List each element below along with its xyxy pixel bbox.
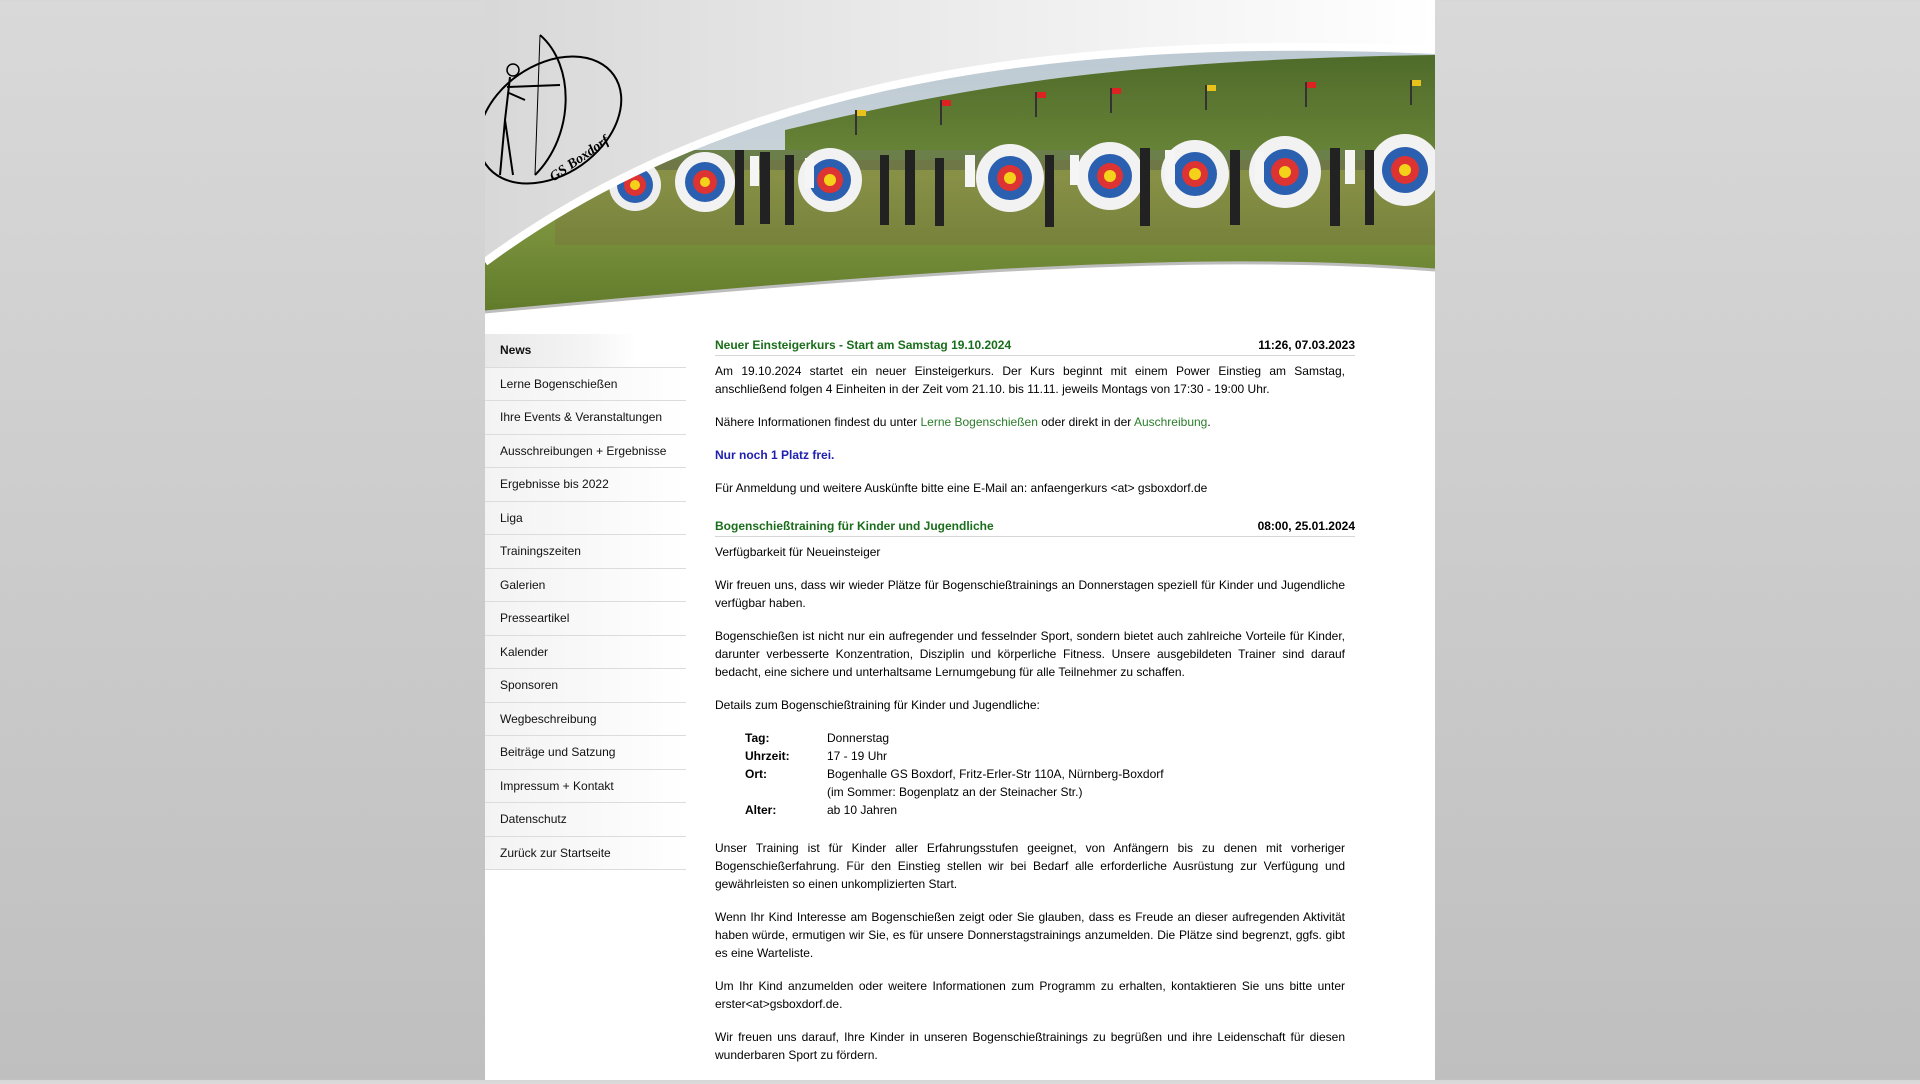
details-row xyxy=(743,729,1199,747)
news-paragraph: Um Ihr Kind anzumelden oder weitere Informationen zum Programm zu erhalten, kontaktieren Sie uns bitte unter erster<at>gsboxdorf.de. xyxy=(715,979,1345,1011)
details-key: Ort: xyxy=(745,767,767,781)
details-value: Donnerstag xyxy=(827,731,890,745)
sidebar-item-trainingszeiten[interactable]: Trainingszeiten xyxy=(485,535,686,569)
news-paragraph: Unser Training ist für Kinder aller Erfahrungsstufen geeignet, von Anfängern bis zu denen mit vorheriger Bogenschießerfahrung. Für den Einstieg stellen wir bei Bedarf alle erforderliche Ausrüstung zur Verfügung und gewährleisten so einen unkomplizierten Start. xyxy=(715,841,1345,891)
sidebar-item-galerien[interactable]: Galerien xyxy=(485,569,686,603)
sidebar-item-news[interactable]: News xyxy=(485,334,686,368)
sidebar-item-beitraege[interactable]: Beiträge und Satzung xyxy=(485,736,686,770)
news-notice: Nur noch 1 Platz frei. xyxy=(715,448,835,462)
sidebar-item-wegbeschreibung[interactable]: Wegbeschreibung xyxy=(485,703,686,737)
news-paragraph: Wir freuen uns, dass wir wieder Plätze für Bogenschießtrainings an Donnerstagen speziell für Kinder und Jugendliche verfügbar haben. xyxy=(715,578,1345,610)
sidebar-item-presseartikel[interactable]: Presseartikel xyxy=(485,602,686,636)
news-date: 08:00, 25.01.2024 xyxy=(1257,519,1355,533)
details-value: 17 - 19 Uhr xyxy=(827,749,888,763)
details-value: ab 10 Jahren xyxy=(827,803,898,817)
details-key: Tag: xyxy=(745,731,770,745)
details-value xyxy=(825,765,1199,801)
details-row xyxy=(743,747,1199,765)
sidebar-item-ergebnisse-2022[interactable]: Ergebnisse bis 2022 xyxy=(485,468,686,502)
news-title: Neuer Einsteigerkurs - Start am Samstag 19.10.2024 xyxy=(715,338,1012,352)
news-paragraph: Details zum Bogenschießtraining für Kinder und Jugendliche: xyxy=(715,698,1040,712)
news-paragraph-links xyxy=(715,413,1345,431)
text-segment: oder direkt in der xyxy=(1037,415,1134,429)
sidebar-item-sponsoren[interactable]: Sponsoren xyxy=(485,669,686,703)
sidebar-item-kalender[interactable]: Kalender xyxy=(485,636,686,670)
archer-logo-icon xyxy=(485,25,635,195)
news-paragraph: Für Anmeldung und weitere Auskünfte bitte eine E-Mail an: anfaengerkurs <at> gsboxdorf.de xyxy=(715,481,1208,495)
news-paragraph: Bogenschießen ist nicht nur ein aufregender und fesselnder Sport, sondern bietet auch zahlreiche Vorteile für Kinder, darunter verbesserte Konzentration, Disziplin und körperliche Fitness. Unsere ausgebildeten Trainer sind darauf bedacht, eine sichere und unterhaltsame Lernumgebung für alle Teilnehmer zu schaffen. xyxy=(715,629,1345,679)
logo-text: GS Boxdorf xyxy=(547,133,613,186)
sidebar-item-lerne-bogenschiessen[interactable]: Lerne Bogenschießen xyxy=(485,368,686,402)
details-value-line: Bogenhalle GS Boxdorf, Fritz-Erler-Str 110A, Nürnberg-Boxdorf xyxy=(827,767,1164,781)
news-header xyxy=(715,336,1355,356)
news-content xyxy=(715,336,1365,1084)
sidebar-item-liga[interactable]: Liga xyxy=(485,502,686,536)
text-segment: . xyxy=(1207,415,1211,429)
sidebar-item-datenschutz[interactable]: Datenschutz xyxy=(485,803,686,837)
news-entry xyxy=(715,336,1365,497)
sidebar-nav xyxy=(485,334,686,870)
details-key: Alter: xyxy=(745,803,777,817)
sidebar-item-startseite[interactable]: Zurück zur Startseite xyxy=(485,837,686,871)
news-header xyxy=(715,517,1355,537)
sidebar-item-events[interactable]: Ihre Events & Veranstaltungen xyxy=(485,401,686,435)
text-segment: Nähere Informationen findest du unter xyxy=(715,415,921,429)
details-key: Uhrzeit: xyxy=(745,749,790,763)
details-value-line: (im Sommer: Bogenplatz an der Steinacher Str.) xyxy=(827,785,1083,799)
news-paragraph: Verfügbarkeit für Neueinsteiger xyxy=(715,545,881,559)
details-table xyxy=(743,729,1199,819)
news-date: 11:26, 07.03.2023 xyxy=(1258,338,1355,352)
link-auschreibung[interactable]: Auschreibung xyxy=(1133,415,1208,429)
details-row xyxy=(743,765,1199,801)
news-paragraph: Am 19.10.2024 startet ein neuer Einsteigerkurs. Der Kurs beginnt mit einem Power Einstieg am Samstag, anschließend folgen 4 Einheiten in der Zeit vom 21.10. bis 11.11. jeweils Montags von 17:30 - 19:00 Uhr. xyxy=(715,364,1345,396)
page xyxy=(485,0,1435,1080)
logo[interactable] xyxy=(485,25,635,195)
header-banner xyxy=(485,0,1435,315)
details-row xyxy=(743,801,1199,819)
news-title: Bogenschießtraining für Kinder und Jugendliche xyxy=(715,519,994,533)
sidebar-item-impressum[interactable]: Impressum + Kontakt xyxy=(485,770,686,804)
news-paragraph: Wenn Ihr Kind Interesse am Bogenschießen zeigt oder Sie glauben, dass es Freude an dieser aufregenden Aktivität haben würde, ermutigen wir Sie, es für unsere Donnerstagstrainings anzumelden. Die Plätze sind begrenzt, ggfs. gibt es eine Warteliste. xyxy=(715,910,1345,960)
news-entry xyxy=(715,517,1365,1064)
news-paragraph: Wir freuen uns darauf, Ihre Kinder in unseren Bogenschießtrainings zu begrüßen und ihre Leidenschaft für diesen wunderbaren Sport zu fördern. xyxy=(715,1030,1345,1062)
sidebar-item-ausschreibungen[interactable]: Ausschreibungen + Ergebnisse xyxy=(485,435,686,469)
link-lerne-bogenschiessen[interactable]: Lerne Bogenschießen xyxy=(920,415,1038,429)
